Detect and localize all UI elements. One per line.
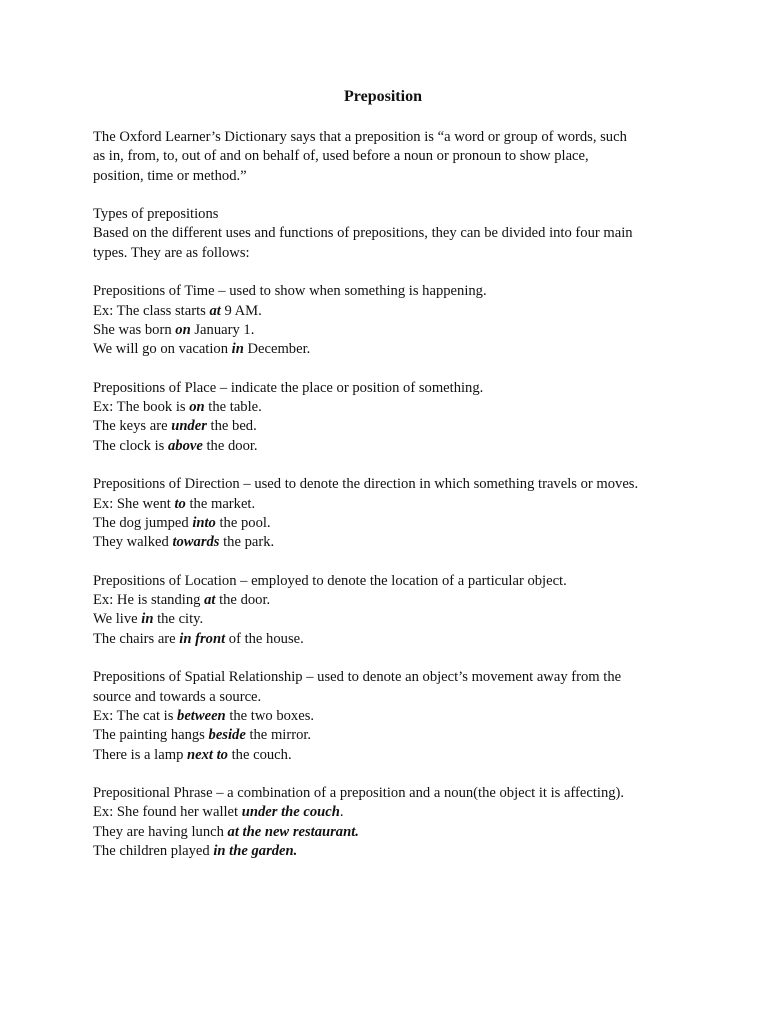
example-sentence (93, 591, 683, 610)
preposition-section (93, 282, 683, 359)
preposition-keyword: to (174, 495, 186, 512)
example-text: Ex: She found her wallet (93, 804, 242, 821)
example-sentence (93, 726, 683, 745)
example-text: the city. (153, 611, 204, 628)
example-text: . (339, 804, 344, 821)
example-text: The chairs are (93, 630, 180, 647)
preposition-keyword: on (175, 321, 191, 338)
preposition-keyword: above (167, 437, 203, 454)
example-sentence (93, 340, 683, 359)
example-text: The painting hangs (93, 727, 209, 744)
preposition-sections (93, 282, 683, 861)
document-page (93, 86, 683, 881)
preposition-keyword: under the couch (241, 804, 340, 821)
preposition-keyword: in the garden. (213, 842, 298, 859)
example-sentence (93, 842, 683, 861)
example-text: There is a lamp (93, 746, 188, 763)
example-text: the park. (219, 534, 275, 551)
example-sentence (93, 514, 683, 533)
section-heading: Prepositions of Place – indicate the place or position of something. (93, 379, 484, 396)
types-line: types. They are as follows: (93, 244, 250, 261)
example-text: The clock is (93, 437, 168, 454)
example-text: the two boxes. (225, 707, 315, 724)
preposition-keyword: beside (208, 727, 246, 744)
example-sentence (93, 437, 683, 456)
example-text: the couch. (227, 746, 292, 763)
example-sentence (93, 803, 683, 822)
preposition-keyword: towards (172, 534, 220, 551)
example-text: Ex: The class starts (93, 302, 210, 319)
example-text: the door. (202, 437, 258, 454)
example-text: 9 AM. (220, 302, 262, 319)
example-sentence (93, 398, 683, 417)
example-text: She was born (93, 321, 176, 338)
section-heading: Prepositions of Location – employed to denote the location of a particular object. (93, 572, 567, 589)
example-sentence (93, 495, 683, 514)
example-sentence (93, 302, 683, 321)
preposition-keyword: at the new restaurant. (227, 823, 359, 840)
preposition-keyword: in (141, 611, 154, 628)
example-text: Ex: He is standing (93, 592, 205, 609)
example-text: The keys are (93, 418, 172, 435)
example-text: They are having lunch (93, 823, 228, 840)
preposition-section (93, 475, 683, 552)
section-heading: Prepositional Phrase – a combination of a preposition and a noun(the object it is affecting). (93, 785, 625, 802)
intro-line: The Oxford Learner’s Dictionary says that a preposition is “a word or group of words, such (93, 129, 627, 145)
intro-line: position, time or method.” (93, 167, 247, 184)
example-sentence (93, 746, 683, 765)
example-sentence (93, 610, 683, 629)
preposition-keyword: under (171, 418, 207, 435)
example-sentence (93, 823, 683, 842)
example-text: the mirror. (245, 727, 312, 744)
example-sentence (93, 707, 683, 726)
preposition-keyword: between (177, 707, 226, 724)
section-heading: Prepositions of Direction – used to denote the direction in which something travels or moves. (93, 476, 639, 493)
example-text: the pool. (215, 514, 271, 531)
preposition-keyword: in front (179, 630, 226, 647)
example-sentence (93, 630, 683, 649)
preposition-section (93, 379, 683, 456)
example-text: the door. (215, 592, 271, 609)
section-heading: Prepositions of Time – used to show when something is happening. (93, 283, 487, 300)
preposition-keyword: at (204, 592, 216, 609)
example-text: Ex: She went (93, 495, 175, 512)
example-text: January 1. (190, 321, 255, 338)
preposition-keyword: next to (187, 746, 228, 763)
example-text: the market. (185, 495, 256, 512)
example-text: We live (93, 611, 142, 628)
page-title: Preposition (344, 88, 422, 105)
types-paragraph (93, 205, 683, 263)
preposition-keyword: on (189, 399, 205, 416)
types-line: Based on the different uses and functions of prepositions, they can be divided into four main (93, 225, 633, 242)
types-heading: Types of prepositions (93, 206, 219, 223)
example-text: of the house. (225, 630, 304, 647)
intro-line: as in, from, to, out of and on behalf of, used before a noun or pronoun to show place, (93, 148, 589, 165)
preposition-section (93, 784, 683, 861)
preposition-keyword: at (209, 302, 221, 319)
example-text: The children played (93, 842, 214, 859)
example-sentence (93, 321, 683, 340)
example-text: The dog jumped (93, 514, 193, 531)
example-text: the table. (204, 399, 262, 416)
example-sentence (93, 533, 683, 552)
example-text: Ex: The book is (93, 399, 190, 416)
example-text: December. (243, 341, 311, 358)
intro-paragraph (93, 128, 683, 186)
example-sentence (93, 417, 683, 436)
preposition-keyword: into (192, 514, 216, 531)
preposition-keyword: in (231, 341, 244, 358)
section-heading: source and towards a source. (93, 688, 262, 705)
example-text: They walked (93, 534, 173, 551)
example-text: the bed. (206, 418, 257, 435)
example-text: We will go on vacation (93, 341, 232, 358)
preposition-section (93, 668, 683, 764)
section-heading: Prepositions of Spatial Relationship – used to denote an object’s movement away from the (93, 669, 622, 686)
preposition-section (93, 572, 683, 649)
example-text: Ex: The cat is (93, 707, 178, 724)
